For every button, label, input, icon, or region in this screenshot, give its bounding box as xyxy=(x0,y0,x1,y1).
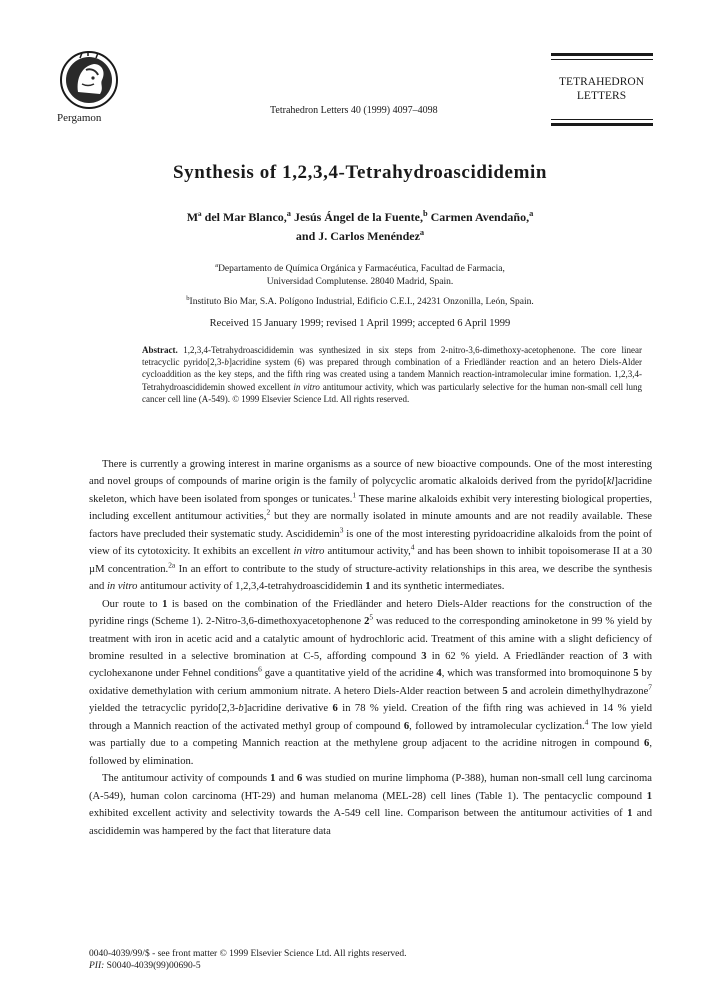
text-run: by oxidative demethylation with cerium ammonium nitrate. A hetero Diels-Alder reaction between xyxy=(89,668,653,697)
compound-number: 1 xyxy=(627,808,633,820)
reference-marker: 6 xyxy=(258,664,262,674)
pii-line xyxy=(89,960,406,972)
text-run: , followed by elimination. xyxy=(89,738,652,767)
reference-marker: 7 xyxy=(648,682,652,692)
compound-number: 1 xyxy=(270,773,276,785)
compound-number: 6 xyxy=(332,703,338,715)
author-name: Carmen Avendaño, xyxy=(427,210,530,224)
text-run: The antitumour activity of compounds xyxy=(102,773,271,785)
header-rule-bottom-thin xyxy=(551,119,653,120)
journal-name-line1: TETRAHEDRON xyxy=(559,76,644,88)
reference-marker: 4 xyxy=(584,717,589,727)
compound-number: 2 xyxy=(364,616,370,628)
affiliation-text: Instituto Bio Mar, S.A. Polígono Industrial, Edificio C.E.I., 24231 Onzonilla, León, Spain. xyxy=(189,297,534,307)
text-run: The low yield was partially due to a competing Mannich reaction at the methylene group adjacent to the acridine nitrogen in compound xyxy=(89,720,652,750)
journal-name xyxy=(559,75,644,103)
text-run: ]acridine skeleton, which have been isolated from sponges or tunicates. xyxy=(89,476,652,505)
compound-number: 1 xyxy=(162,598,168,610)
text-run: and xyxy=(275,773,298,785)
text-italic: b xyxy=(238,703,244,715)
affiliation-marker: a xyxy=(286,209,291,218)
reference-marker: 4 xyxy=(410,542,415,552)
paragraph-3 xyxy=(89,770,652,840)
author-name: and J. Carlos Menéndez xyxy=(295,229,420,243)
affiliation-a xyxy=(0,263,720,289)
footer xyxy=(89,948,406,972)
text-run: is one of the most interesting pyridoacridine alkaloids from the point of view of its cytotoxicity. It exhibits an excellent xyxy=(89,528,652,558)
received-dates: Received 15 January 1999; revised 1 April 1999; accepted 6 April 1999 xyxy=(209,318,511,329)
text-run: gave a quantitative yield of the acridine xyxy=(261,668,437,680)
text-run: There is currently a growing interest in marine organisms as a source of new bioactive compounds. One of the most interesting and novel groups of compounds of marine origin is the family of polycyclic aromatic alkaloids derived from the pyrido[ xyxy=(89,459,652,488)
text-run: , followed by intramolecular cyclization. xyxy=(409,720,585,732)
text-run: , which was transformed into bromoquinone xyxy=(441,668,634,680)
publisher-logo xyxy=(52,48,126,112)
text-run: in 62 % yield. A Friedländer reaction of xyxy=(426,650,623,662)
text-run: These marine alkaloids exhibit very interesting biological properties, including excellent antitumour activities, xyxy=(89,493,652,523)
abstract xyxy=(142,344,642,405)
text-run: and ascididemin was hampered by the fact that literature data xyxy=(89,808,652,837)
compound-number: 3 xyxy=(421,650,427,662)
text-run: ]acridine derivative xyxy=(243,703,333,715)
paper-title: Synthesis of 1,2,3,4-Tetrahydroascididemin xyxy=(172,162,548,183)
text-run: In an effort to contribute to the study of structure-activity relationships in this area, we describe the synthesis and xyxy=(89,563,652,593)
abstract-text: 1,2,3,4-Tetrahydroascididemin was synthesized in six steps from 2-nitro-3,6-dimethoxy-acetophenone. The core linear tetracyclic pyrido[2,3- xyxy=(142,345,642,368)
reference-marker: 1 xyxy=(352,490,357,500)
abstract-text: antitumour activity, which was particularly selective for the human non-small cell lung cancer cell line (A-549). © 1999 Elsevier Science Ltd. All rights reserved. xyxy=(142,381,643,404)
text-italic: in vitro xyxy=(106,581,138,593)
abstract-italic: in vitro xyxy=(293,381,320,392)
author-name: Jesús Ángel de la Fuente, xyxy=(290,210,423,224)
compound-number: 6 xyxy=(644,738,650,750)
text-run: was reduced to the corresponding aminoketone in 99 % yield by treatment with iron in acetic acid and a catalytic amount of hydrochloric acid. Treatment of this amine with a slight deficiency of bromine resulted in a selective bromination at C-5, affording compound xyxy=(89,616,652,662)
text-italic: in vitro xyxy=(293,546,325,558)
affiliation-marker: b xyxy=(422,209,428,218)
abstract-label: Abstract. xyxy=(142,345,178,355)
body-text xyxy=(89,456,652,840)
text-run: antitumour activity of 1,2,3,4-tetrahydroascididemin xyxy=(137,581,366,593)
abstract-text: ]acridine system (6) was prepared through combination of a Friedländer reaction and an hetero Diels-Alder cycloaddition as the key steps, and the fifth ring was created using a tandem Mannich reaction-intramolecular imine formation. 1,2,3,4-Tetrahydroascididemin showed excellent xyxy=(142,357,643,392)
text-run: with cyclohexanone under Fehnel conditions xyxy=(89,650,653,680)
reference-marker: 2 xyxy=(266,507,271,517)
affiliation-a-line1 xyxy=(0,263,720,276)
text-run: and its synthetic intermediates. xyxy=(370,581,505,593)
affiliation-text: Departamento de Química Orgánica y Farmacéutica, Facultad de Farmacia, xyxy=(218,264,505,274)
text-run: was studied on murine limphoma (P-388), human non-small cell lung carcinoma (A-549), human colon carcinoma (HT-29) and human melanoma (MEL-28) cell lines (Table 1). The pentacyclic compound xyxy=(89,773,652,802)
affiliation-marker: a xyxy=(419,228,425,237)
reference-marker: 5 xyxy=(369,612,374,622)
reference-marker: 3 xyxy=(339,525,344,535)
header-rule-top-thick xyxy=(551,53,653,56)
affiliation-marker: a xyxy=(529,209,534,218)
text-run: yielded the tetracyclic pyrido[2,3- xyxy=(89,703,239,715)
compound-number: 5 xyxy=(502,685,508,697)
author-list xyxy=(0,208,720,246)
pii-label: PII: xyxy=(89,961,105,971)
text-run: is based on the combination of the Friedländer and hetero Diels-Alder reactions for the construction of the pyridine rings (Scheme 1). 2-Nitro-3,6-dimethoxyacetophenone xyxy=(89,598,652,628)
reference-marker: 2a xyxy=(168,560,176,570)
paragraph-1 xyxy=(89,456,652,596)
compound-number: 6 xyxy=(403,720,410,732)
affiliation-b xyxy=(0,296,720,309)
author-line-1 xyxy=(0,208,720,227)
header-rule-top-thin xyxy=(551,59,653,60)
compound-number: 6 xyxy=(297,773,303,785)
compound-number: 5 xyxy=(633,668,639,680)
text-run: exhibited excellent activity and selectivity towards the A-549 cell line. Comparison between the antitumour activities of xyxy=(89,808,628,820)
header-rule-bottom-thick xyxy=(551,123,653,126)
pii-value: S0040-4039(99)00690-5 xyxy=(104,961,201,971)
abstract-italic: b xyxy=(224,357,229,368)
publisher-name: Pergamon xyxy=(57,112,102,124)
text-run: and acrolein dimethylhydrazone xyxy=(507,685,649,697)
journal-citation: Tetrahedron Letters 40 (1999) 4097–4098 xyxy=(270,105,438,116)
compound-number: 4 xyxy=(436,668,442,680)
paragraph-2 xyxy=(89,596,652,771)
text-run: Our route to xyxy=(102,598,163,610)
text-run: and has been shown to inhibit topoisomerase II at a 30 µM concentration. xyxy=(89,546,652,575)
compound-number: 1 xyxy=(365,581,371,593)
copyright-line: 0040-4039/99/$ - see front matter © 1999 Elsevier Science Ltd. All rights reserved. xyxy=(89,949,407,959)
text-run: but they are normally isolated in minute amounts and are not readily available. These factors have precluded their systematic study. Ascididemin xyxy=(89,511,652,540)
text-run: in 78 % yield. Creation of the fifth ring was achieved in 14 % yield through a Mannich reaction of the activated methyl group of compound xyxy=(89,703,652,732)
author-line-2 xyxy=(0,227,720,246)
affiliation-marker: a xyxy=(215,261,219,269)
journal-name-line2: LETTERS xyxy=(576,90,627,102)
compound-number: 3 xyxy=(622,650,629,662)
text-italic: kl xyxy=(606,476,615,488)
author-name: Mª del Mar Blanco, xyxy=(186,210,287,224)
affiliation-a-line2: Universidad Complutense. 28040 Madrid, Spain. xyxy=(266,277,454,287)
text-run: antitumour activity, xyxy=(324,546,411,558)
compound-number: 1 xyxy=(646,790,652,802)
affiliation-marker: b xyxy=(186,294,190,302)
